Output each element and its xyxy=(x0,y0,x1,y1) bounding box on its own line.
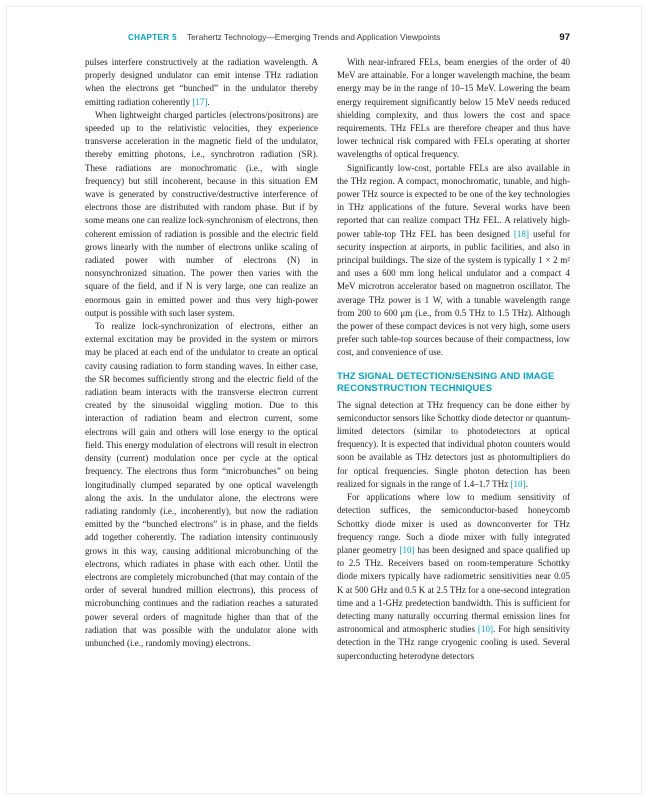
paragraph: When lightweight charged particles (electrons/positrons) are speeded up to the relativistic velocities, they experience transverse acceleration in the magnetic field of the undulator, thereby emitting photons, i.e., synchrotron radiation (SR). These radiations are monochromatic (i.e., with single frequency) but still incoherent, because in this situation EM wave is generated by constructive/destructive interference of electrons those are distributed with random phase. But if by some means one can realize lock-synchronism of electrons, then coherent emission of radiation is possible and the electric field grows linearly with the number of electrons unlike scaling of radiated power with number of electrons (N) in nonsynchronized situation. The power then varies with the square of the field, and if N is very large, one can realize an enormous gain in emitted power and thus very high-power output is possible with such laser system. xyxy=(85,109,318,318)
paragraph-text: useful for security inspection at airports, in public facilities, and also in principal buildings. The size of the system is typically 1 × 2 m² and uses a 600 mm long helical undulator and a compact 4 MeV microtron accelerator based on magnetron oscillator. The average THz power is 1 W, with a tunable wavelength range from 200 to 600 μm (i.e., from 0.5 THz to 1.5 THz). Although the power of these compact devices is not very high, some users prefer such table-top sources because of their compactness, low cost, and convenience of use. xyxy=(337,228,570,358)
citation-link[interactable]: [10] xyxy=(510,478,526,489)
paragraph xyxy=(337,399,570,491)
page-header xyxy=(0,32,648,43)
paragraph xyxy=(85,56,318,109)
left-column xyxy=(85,56,318,798)
paragraph-text: For applications where low to medium sensitivity of detection suffices, the semiconductor-based honeycomb Schottky diode mixer is used as downconverter for THz frequency range. Such a diode mixer with fully integrated planer geometry xyxy=(337,492,570,555)
paragraph: To realize lock-synchronization of electrons, either an external excitation may be provided in the system or mirrors may be placed at each end of the undulator to create an optical cavity causing radiation to form standing waves. In either case, the SR becomes sufficiently strong and the electric field of the radiation beam interacts with the transverse electron current created by the sinusoidal wiggling motion. Due to this interaction of radiation beam and electron current, some electrons will gain and others will lose energy to the optical field. This energy modulation of electrons will result in electron density (current) modulation once per cycle at the optical frequency. The electrons thus form “microbunches” on being longitudinally clumped separated by one optical wavelength along the axis. In the undulator alone, the electrons were radiating randomly (i.e., incoherently), but now the radiation emitted by the “bunched electrons” is in phase, and the fields add together coherently. The radiation intensity continuously grows in this way, causing additional microbunching of the electrons, which radiates in phase with each other. Until the electrons are completely microbunched (that may contain of the order of several hundred million electrons), this process of microbunching continues and the radiation reaches a saturated power several orders of magnitude higher than that of the radiation that was possible with the undulator alone with unbunched (i.e., randomly moving) electrons. xyxy=(85,321,318,648)
page-body xyxy=(0,56,648,798)
section-heading: THZ SIGNAL DETECTION/SENSING AND IMAGE RECONSTRUCTION TECHNIQUES xyxy=(337,369,555,394)
citation-link[interactable]: [10] xyxy=(477,624,493,635)
right-column xyxy=(337,56,570,798)
page-number: 97 xyxy=(559,32,570,43)
paragraph xyxy=(337,491,570,663)
paragraph-text: . For high sensitivity detection in the THz range cryogenic cooling is used. Several superconducting heterodyne detectors xyxy=(337,624,570,661)
paragraph-text: pulses interfere constructively at the radiation wavelength. A properly designed undulator can emit intense THz radiation when the electrons get “bunched” in the undulator thereby emitting radiation coherently xyxy=(85,57,318,107)
chapter-label: CHAPTER 5 xyxy=(128,33,177,42)
paragraph xyxy=(337,162,570,360)
paragraph-text: . xyxy=(525,478,528,489)
chapter-title: Terahertz Technology—Emerging Trends and Application Viewpoints xyxy=(186,32,441,42)
citation-link[interactable]: [17] xyxy=(192,96,208,107)
paragraph: With near-infrared FELs, beam energies of the order of 40 MeV are attainable. For a longer wavelength machine, the beam energy may be in the range of 10–15 MeV. Lowering the beam energy requirement significantly below 15 MeV needs reduced shielding complexity, and thus lowers the cost and space requirements. THz FELs are therefore cheaper and thus have lower technical risk compared with FELs operating at shorter wavelengths of optical frequency. xyxy=(337,57,570,160)
paragraph-text: Significantly low-cost, portable FELs are also available in the THz region. A compact, monochromatic, tunable, and high-power THz source is expected to be one of the key technologies in THz applications of the future. Several works have been reported that can realize compact THz FEL. A relatively high-power table-top THz FEL has been designed xyxy=(337,162,570,239)
citation-link[interactable]: [18] xyxy=(513,228,529,239)
citation-link[interactable]: [10] xyxy=(399,544,415,555)
paragraph-text: . xyxy=(207,96,210,107)
paragraph-text: The signal detection at THz frequency can be done either by semiconductor sensors like Schottky diode detector or quantum-limited detectors (similar to photodetectors at optical frequency). It is expected that individual photon counters would soon be available as THz detectors just as photomultipliers do for optical frequencies. Single photon detection has been realized for signals in the range of 1.4–1.7 THz xyxy=(337,399,570,489)
paragraph-text: has been designed and space qualified up to 2.5 THz. Receivers based on room-temperature Schottky diode mixers typically have radiometric sensitivities near 0.05 K at 500 GHz and 0.5 K at 2.5 THz for a one-second integration time and a 1-GHz predetection bandwidth. This is sufficient for detecting many naturally occurring thermal emission lines for astronomical and atmospheric studies xyxy=(337,544,570,635)
